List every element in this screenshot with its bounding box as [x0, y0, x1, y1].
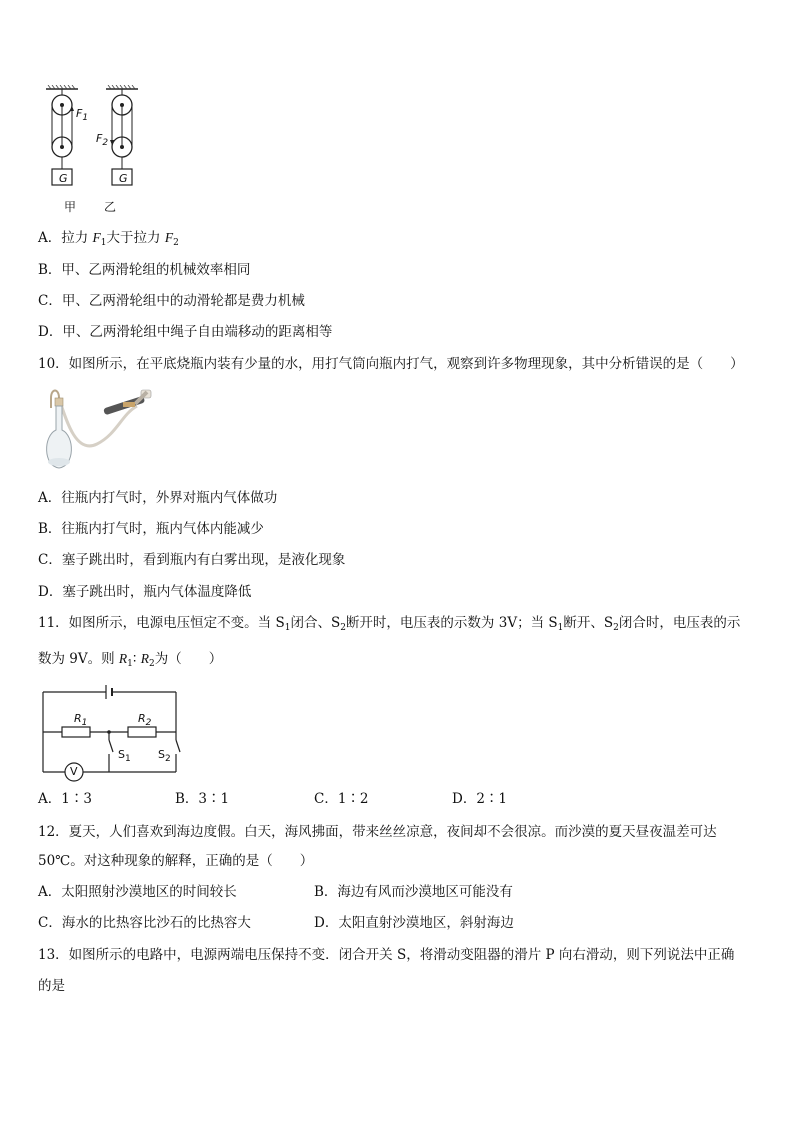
q9-option-d: D．甲、乙两滑轮组中绳子自由端移动的距离相等 — [38, 324, 333, 340]
q9-option-b: B．甲、乙两滑轮组的机械效率相同 — [38, 262, 251, 278]
q9-option-c: C．甲、乙两滑轮组中的动滑轮都是费力机械 — [38, 293, 305, 309]
s1-label — [118, 748, 131, 764]
r2-sub: 2 — [145, 718, 152, 728]
q11-s1-sub3: 1 — [557, 623, 564, 633]
r2-label — [138, 712, 152, 728]
r1-sub: 1 — [81, 718, 88, 728]
s2-label — [158, 748, 171, 764]
q9-a-mid: 大于拉力 — [106, 230, 165, 246]
q13-stem-line1: 13．如图所示的电路中，电源两端电压保持不变．闭合开关 S，将滑动变阻器的滑片 P 向右滑动，则下列说法中正确 — [38, 947, 735, 963]
weight-label-jia: G — [59, 172, 68, 185]
q11-r2-sub: 2 — [148, 659, 155, 669]
q11-s1e: 闭合时，电压表的示 — [618, 615, 741, 631]
q10-stem: 10．如图所示，在平底烧瓶内装有少量的水，用打气筒向瓶内打气，观察到许多物理现象，其中分析错误的是（ ） — [38, 356, 744, 372]
r1-label — [74, 712, 88, 728]
flask-pump-figure — [37, 384, 155, 474]
f1-sub: 1 — [82, 113, 89, 123]
caption-yi: 乙 — [104, 200, 117, 214]
r1-letter: R — [74, 712, 82, 725]
s2-sub: 2 — [164, 754, 171, 764]
force-f1-label — [76, 107, 89, 123]
q11-r1: R — [118, 651, 128, 666]
q10-option-b: B．往瓶内打气时，瓶内气体内能减少 — [38, 521, 264, 537]
s1-letter: S — [118, 748, 125, 761]
f2-letter: F — [96, 132, 103, 145]
q12-stem-line2: 50℃。对这种现象的解释，正确的是（ ） — [38, 853, 314, 869]
q12-stem-line1: 12．夏天，人们喜欢到海边度假。白天，海风拂面，带来丝丝凉意，夜间却不会很凉。而沙漠的夏天昼夜温差可达 — [38, 824, 717, 840]
q9-option-a — [38, 229, 179, 247]
circuit-figure — [40, 682, 190, 782]
q9-a-f1: F — [92, 230, 101, 245]
q11-s1a: 11．如图所示，电源电压恒定不变。当 S — [38, 615, 285, 631]
weight-label-yi: G — [119, 172, 128, 185]
q11-s2a: 数为 9V。则 — [38, 651, 119, 667]
q13-stem-line2: 的是 — [38, 978, 65, 994]
q11-s1d: 断开、S — [563, 615, 614, 631]
q12-option-a: A．太阳照射沙漠地区的时间较长 — [38, 884, 237, 900]
q11-s1c: 断开时，电压表的示数为 3V；当 S — [345, 615, 558, 631]
q11-s2b: 为（ ） — [154, 651, 223, 667]
q12-option-b: B．海边有风而沙漠地区可能没有 — [314, 884, 513, 900]
s1-sub: 1 — [124, 754, 131, 764]
q11-option-d: D．2∶1 — [452, 791, 508, 807]
q9-a-sub1: 1 — [100, 238, 107, 248]
caption-jia: 甲 — [64, 200, 77, 214]
f1-letter: F — [76, 107, 83, 120]
q9-a-prefix: A．拉力 — [38, 230, 93, 246]
q11-r2: R — [140, 651, 149, 666]
q11-colon: ∶ — [132, 651, 141, 667]
s2-letter: S — [158, 748, 165, 761]
f2-sub: 2 — [102, 138, 109, 148]
q12-option-d: D．太阳直射沙漠地区，斜射海边 — [314, 915, 514, 931]
force-f2-label — [96, 132, 109, 148]
q11-stem-line2 — [38, 650, 222, 668]
pulley-figure — [40, 85, 150, 197]
q11-option-c: C．1∶2 — [314, 791, 369, 807]
q10-option-c: C．塞子跳出时，看到瓶内有白雾出现，是液化现象 — [38, 552, 346, 568]
q10-option-d: D．塞子跳出时，瓶内气体温度降低 — [38, 584, 252, 600]
q11-s1-sub4: 2 — [613, 623, 619, 633]
q9-a-sub2: 2 — [173, 238, 179, 248]
q10-option-a: A．往瓶内打气时，外界对瓶内气体做功 — [38, 490, 278, 506]
q12-option-c: C．海水的比热容比沙石的比热容大 — [38, 915, 251, 931]
q11-option-a: A．1∶3 — [38, 791, 92, 807]
q11-s1b: 闭合、S — [290, 615, 341, 631]
q11-r1-sub: 1 — [127, 659, 133, 669]
voltmeter-label: V — [70, 765, 78, 778]
r2-letter: R — [138, 712, 146, 725]
q11-s1-sub1: 1 — [284, 623, 291, 633]
q11-option-b: B．3∶1 — [175, 791, 230, 807]
q11-stem-line1 — [38, 614, 740, 632]
q9-a-f2: F — [164, 230, 174, 245]
q11-s1-sub2: 2 — [340, 623, 346, 633]
